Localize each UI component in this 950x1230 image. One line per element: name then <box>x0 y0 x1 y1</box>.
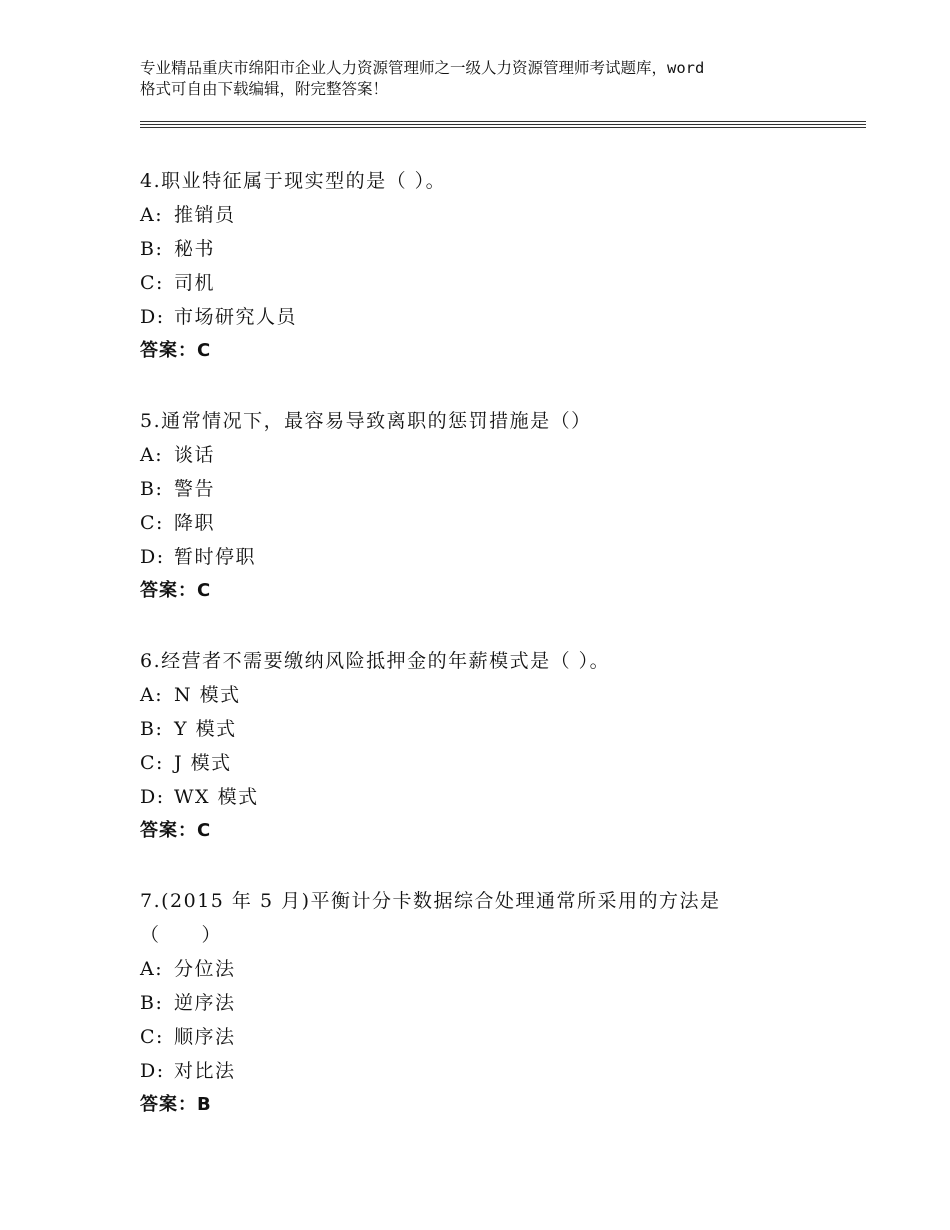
option-text: 司机 <box>174 272 216 294</box>
header-divider-line <box>140 127 866 128</box>
option-letter: A: <box>140 958 164 980</box>
header-divider-line <box>140 121 866 122</box>
option-c <box>140 266 866 300</box>
option-letter: C: <box>140 1026 164 1048</box>
option-b <box>140 986 866 1020</box>
option-letter: B: <box>140 992 164 1014</box>
question-text: 5.通常情况下，最容易导致离职的惩罚措施是（） <box>140 410 592 432</box>
option-a <box>140 198 866 232</box>
option-d <box>140 1054 866 1088</box>
option-b <box>140 712 866 746</box>
option-text: J 模式 <box>174 752 232 774</box>
option-d <box>140 540 866 574</box>
option-c <box>140 506 866 540</box>
question-7 <box>140 884 866 1122</box>
question-text: 4.职业特征属于现实型的是（ ）。 <box>140 170 447 192</box>
option-b <box>140 232 866 266</box>
option-text: 顺序法 <box>174 1026 236 1048</box>
question-text: 6.经营者不需要缴纳风险抵押金的年薪模式是（ ）。 <box>140 650 611 672</box>
option-d <box>140 780 866 814</box>
option-text: 谈话 <box>174 444 216 466</box>
answer-label: 答案：C <box>140 340 212 361</box>
option-text: 降职 <box>174 512 216 534</box>
option-letter: C: <box>140 752 164 774</box>
option-text: 秘书 <box>174 238 216 260</box>
document-header <box>140 58 840 100</box>
option-text: 警告 <box>174 478 216 500</box>
option-letter: B: <box>140 238 164 260</box>
option-letter: D: <box>140 1060 165 1082</box>
option-text: Y 模式 <box>174 718 237 740</box>
option-text: 暂时停职 <box>174 546 257 568</box>
option-text: 逆序法 <box>174 992 236 1014</box>
option-text: N 模式 <box>174 684 241 706</box>
question-text: 7.(2015 年 5 月)平衡计分卡数据综合处理通常所采用的方法是 <box>140 890 721 912</box>
option-letter: A: <box>140 204 164 226</box>
question-text-continuation: （ ） <box>140 924 223 946</box>
option-c <box>140 1020 866 1054</box>
header-line-1: 专业精品重庆市绵阳市企业人力资源管理师之一级人力资源管理师考试题库，word <box>140 59 705 77</box>
question-5 <box>140 404 866 608</box>
option-d <box>140 300 866 334</box>
header-divider-line <box>140 124 866 125</box>
option-text: 市场研究人员 <box>174 306 298 328</box>
option-text: 推销员 <box>174 204 236 226</box>
option-letter: A: <box>140 444 164 466</box>
option-text: 对比法 <box>174 1060 236 1082</box>
option-letter: B: <box>140 718 164 740</box>
option-letter: D: <box>140 546 165 568</box>
option-a <box>140 438 866 472</box>
answer-label: 答案：C <box>140 820 212 841</box>
answer-label: 答案：C <box>140 580 212 601</box>
option-letter: C: <box>140 512 164 534</box>
option-letter: B: <box>140 478 164 500</box>
question-list <box>140 164 866 1158</box>
option-c <box>140 746 866 780</box>
option-text: WX 模式 <box>174 786 259 808</box>
answer-label: 答案：B <box>140 1094 212 1115</box>
header-line-2: 格式可自由下载编辑，附完整答案！ <box>140 80 389 98</box>
option-letter: A: <box>140 684 164 706</box>
option-a <box>140 952 866 986</box>
question-6 <box>140 644 866 848</box>
option-text: 分位法 <box>174 958 236 980</box>
option-letter: D: <box>140 306 165 328</box>
option-b <box>140 472 866 506</box>
option-letter: C: <box>140 272 164 294</box>
option-letter: D: <box>140 786 165 808</box>
question-4 <box>140 164 866 368</box>
option-a <box>140 678 866 712</box>
